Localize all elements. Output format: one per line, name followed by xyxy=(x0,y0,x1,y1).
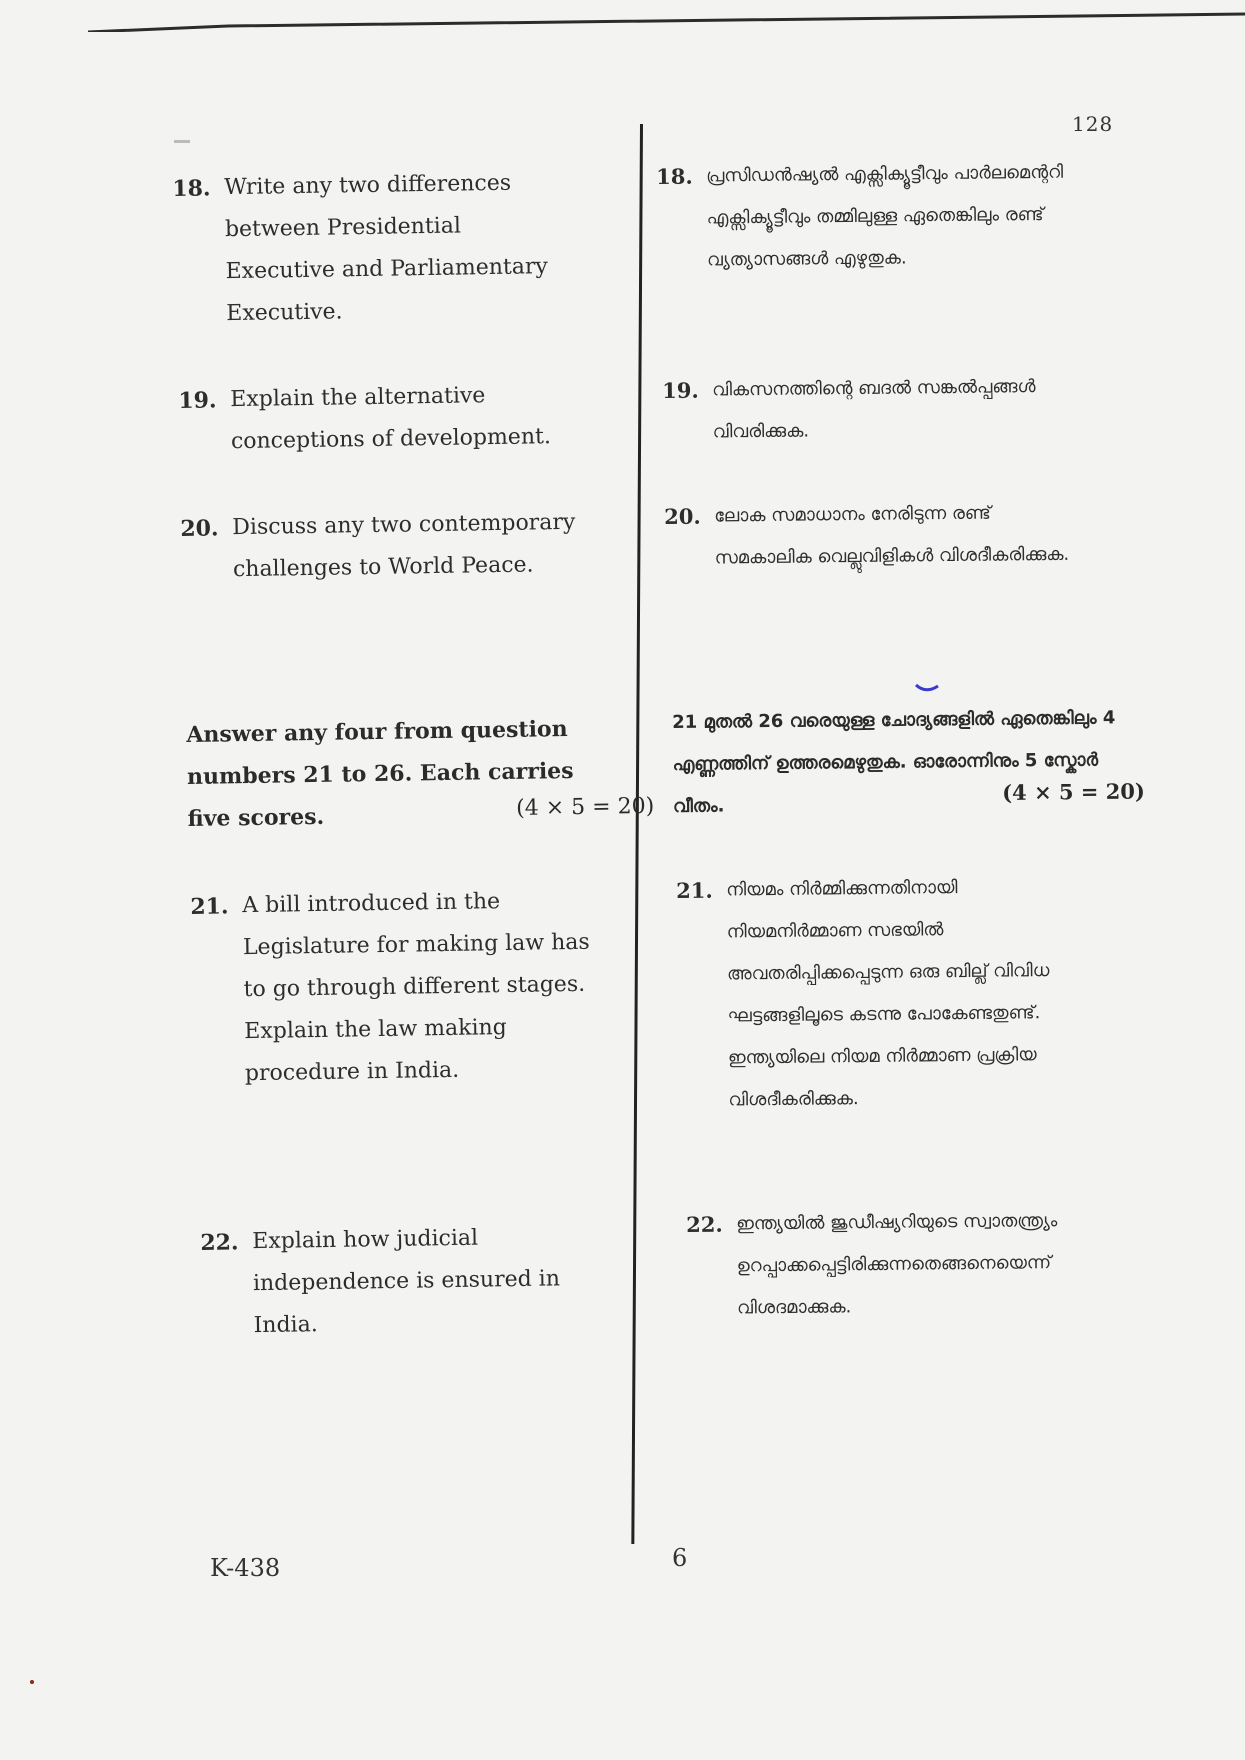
question-text: Discuss any two contemporary challenges to World Peace. xyxy=(232,509,576,583)
question-text: പ്രസിഡൻഷ്യൽ എക്സിക്യൂട്ടീവും പാർലമെന്ററി എക്സിക്യൂട്ടീവും തമ്മിലുള്ള ഏതെങ്കിലും രണ്ട് വ്യത്യാസങ്ങൾ എഴുതുക. xyxy=(706,161,1064,271)
en-score: (4 × 5 = 20) xyxy=(516,793,655,821)
ml-question-18 xyxy=(656,152,1077,282)
question-text: Explain the alternative conceptions of development. xyxy=(230,383,552,455)
page-number: 128 xyxy=(1072,112,1114,136)
question-text: വികസനത്തിന്റെ ബദൽ സങ്കൽപ്പങ്ങൾ വിവരിക്കുക. xyxy=(712,376,1036,443)
pen-mark xyxy=(914,682,940,696)
instruction-text: Answer any four from question numbers 21 to 26. Each carries five scores. xyxy=(186,716,574,832)
ml-question-22 xyxy=(686,1200,1097,1330)
scan-speck xyxy=(174,140,190,143)
en-question-22 xyxy=(200,1216,602,1348)
question-text: Explain how judicial independence is ensured in India. xyxy=(252,1225,561,1339)
question-number: 22. xyxy=(200,1229,239,1256)
page-top-edge xyxy=(88,12,1245,32)
question-text: ഇന്ത്യയിൽ ജുഡീഷ്യറിയുടെ സ്വാതന്ത്ര്യം ഉറപ്പാക്കപ്പെട്ടിരിക്കുന്നതെങ്ങനെയെന്ന് വിശദമാക്കുക. xyxy=(736,1210,1058,1319)
ml-score: (4 × 5 = 20) xyxy=(1002,778,1146,805)
en-question-21 xyxy=(190,880,601,1096)
question-text: നിയമം നിർമ്മിക്കുന്നതിനായി നിയമനിർമ്മാണ സഭയിൽ അവതരിപ്പിക്കപ്പെടുന്ന ഒരു ബില്ല് വിവിധ ഘട്ടങ്ങളിലൂടെ കടന്നു പോകേണ്ടതുണ്ട്. ഇന്ത്യയിലെ നിയമ നിർമ്മാണ പ്രക്രിയ വിശദീകരിക്കുക. xyxy=(726,877,1050,1111)
question-text: Write any two differences between Presidential Executive and Parliamentary Executive. xyxy=(224,170,549,327)
instruction-text: 21 മുതൽ 26 വരെയുള്ള ചോദ്യങ്ങളിൽ ഏതെങ്കിലും 4 എണ്ണത്തിന് ഉത്തരമെഴുതുക. ഓരോന്നിനും 5 സ്കോർ വീതം. xyxy=(672,707,1116,817)
paper-code: K-438 xyxy=(210,1554,281,1582)
en-question-19 xyxy=(178,374,579,464)
column-divider xyxy=(631,124,643,1544)
en-question-18 xyxy=(172,162,575,336)
question-number: 21. xyxy=(190,893,229,920)
page-index: 6 xyxy=(672,1544,688,1572)
question-number: 21. xyxy=(676,877,713,903)
ml-question-20 xyxy=(664,492,1085,580)
question-number: 22. xyxy=(686,1211,723,1237)
question-text: ലോക സമാധാനം നേരിടുന്ന രണ്ട് സമകാലിക വെല്ലുവിളികൾ വിശദീകരിക്കുക. xyxy=(714,502,1070,569)
question-number: 18. xyxy=(172,175,211,202)
scan-speck xyxy=(30,1680,34,1684)
question-text: A bill introduced in the Legislature for making law has to go through different stages. Explain the law making procedure in India. xyxy=(242,889,590,1087)
question-number: 20. xyxy=(180,515,219,542)
ml-instruction xyxy=(672,697,1135,828)
ml-question-19 xyxy=(662,366,1083,454)
question-number: 19. xyxy=(178,387,217,414)
en-question-20 xyxy=(180,502,581,592)
ml-question-21 xyxy=(676,866,1089,1122)
question-number: 18. xyxy=(656,163,693,189)
question-number: 19. xyxy=(662,377,699,403)
question-number: 20. xyxy=(664,503,701,529)
